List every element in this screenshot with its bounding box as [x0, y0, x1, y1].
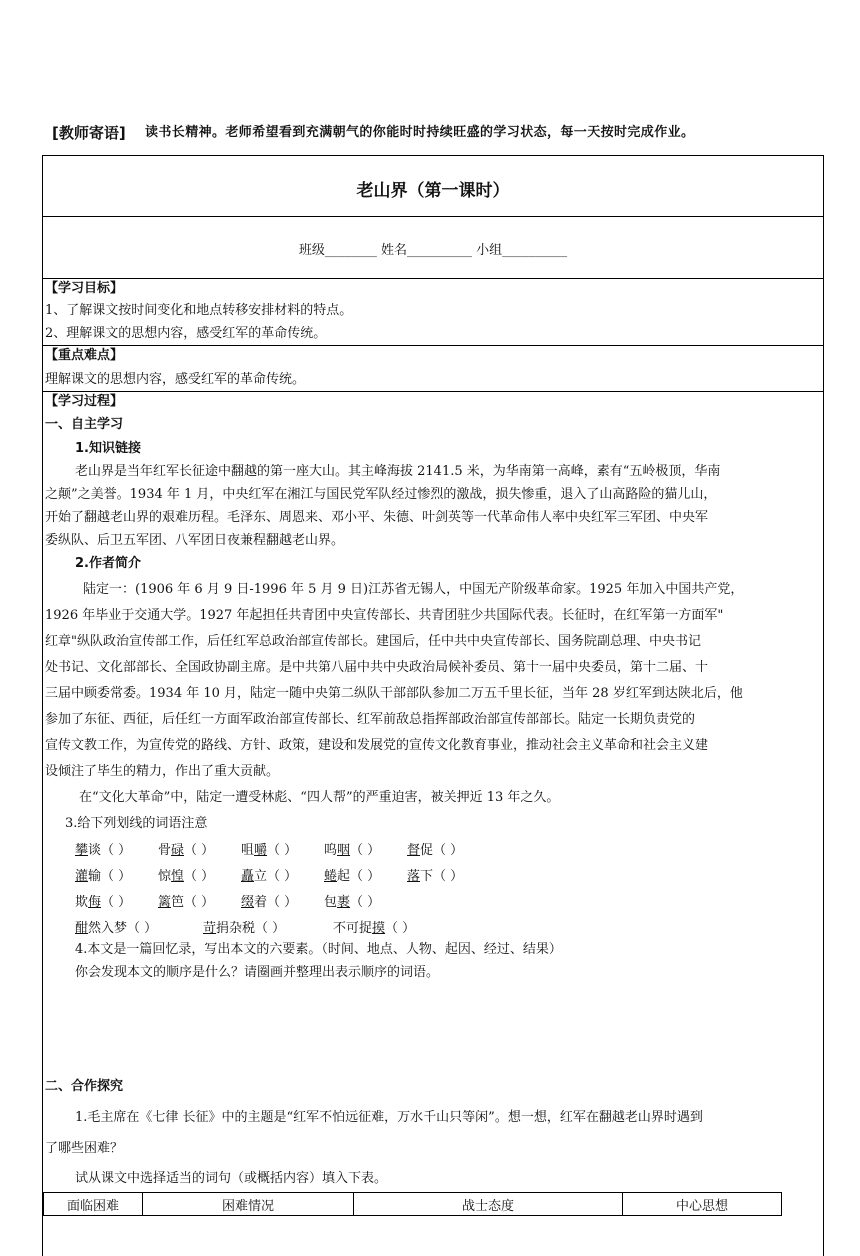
key-points-text: 理解课文的思想内容，感受红军的革命传统。 — [45, 372, 306, 387]
order-question: 你会发现本文的顺序是什么？请圈画并整理出表示顺序的词语。 — [75, 965, 440, 980]
elements-question: 4.本文是一篇回忆录，写出本文的六要素。（时间、地点、人物、起因、经过、结果） — [75, 942, 562, 957]
goals-heading: 【学习目标】 — [45, 281, 124, 296]
author-heading: 2.作者简介 — [75, 556, 141, 571]
knowledge-line: 委纵队、后卫五军团、八军团日夜兼程翻越老山界。 — [45, 533, 345, 548]
author-line: 宣传文教工作，为宣传党的路线、方针、政策，建设和发展党的宣传文化教育事业，推动社会主义革命和社会主义建 — [45, 738, 709, 753]
process-heading: 【学习过程】 — [45, 394, 124, 409]
difficulty-table — [43, 1192, 782, 1216]
vocab-item: 蜷起（ ） — [324, 869, 381, 884]
worksheet-frame — [42, 155, 824, 1256]
teacher-message-text: 读书长精神。老师希望看到充满朝气的你能时时持续旺盛的学习状态，每一天按时完成作业。 — [145, 125, 695, 140]
knowledge-line: 老山界是当年红军长征途中翻越的第一座大山。其主峰海拔 2141.5 米，为华南第一高峰，素有“五岭极顶，华南 — [75, 464, 721, 479]
author-line: 处书记、文化部部长、全国政协副主席。是中共第八届中共中央政治局候补委员、第十一届中央委员，第十二届、十 — [45, 660, 709, 675]
knowledge-line: 开始了翻越老山界的艰难历程。毛泽东、周恩来、邓小平、朱德、叶剑英等一代革命伟人率中央红军三军团、中央军 — [45, 510, 709, 525]
author-line: 1926 年毕业于交通大学。1927 年起担任共青团中央宣传部长、共青团驻少共国际代表。长征时，在红军第一方面军" — [45, 608, 724, 623]
divider — [43, 345, 823, 346]
section-heading: 一、自主学习 — [45, 417, 124, 432]
table-header-row — [44, 1193, 782, 1216]
vocab-item: 落下（ ） — [407, 869, 464, 884]
author-line: 三届中顾委常委。1934 年 10 月，陆定一随中央第二纵队干部部队参加二万五千里长征，当年 28 岁红军到达陕北后，他 — [45, 686, 743, 701]
vocab-item: 攀谈（ ） — [75, 843, 132, 858]
goal-item: 2、理解课文的思想内容，感受红军的革命传统。 — [45, 326, 327, 341]
vocab-item: 欺侮（ ） — [75, 895, 132, 910]
vocab-item: 骨碌（ ） — [158, 843, 215, 858]
table-header-cell: 中心思想 — [623, 1193, 782, 1216]
page-title: 老山界（第一课时） — [356, 181, 510, 201]
vocab-item: 不可捉摸（ ） — [333, 921, 416, 936]
vocab-item: 督促（ ） — [407, 843, 464, 858]
vocab-item: 苛捐杂税（ ） — [203, 921, 286, 936]
student-info-fields: 班级________ 姓名__________ 小组__________ — [298, 243, 568, 258]
goal-item: 1、了解课文按时间变化和地点转移安排材料的特点。 — [45, 303, 353, 318]
author-line: 参加了东征、西征，后任红一方面军政治部宣传部长、红军前敌总指挥部政治部宣传部部长。陆定一长期负责党的 — [45, 712, 696, 727]
teacher-message-tag: [教师寄语] — [52, 124, 126, 142]
vocab-item: 惊惶（ ） — [158, 869, 215, 884]
teacher-message — [52, 116, 842, 146]
divider — [43, 391, 823, 392]
coop-question-cont: 了哪些困难？ — [45, 1141, 124, 1156]
vocab-item: 矗立（ ） — [241, 869, 298, 884]
vocab-item: 酣然入梦（ ） — [75, 921, 158, 936]
vocab-item: 咀嚼（ ） — [241, 843, 298, 858]
author-line: 设倾注了毕生的精力，作出了重大贡献。 — [45, 764, 280, 779]
author-extra: 在“文化大革命”中，陆定一遭受林彪、“四人帮”的严重迫害，被关押近 13 年之久。 — [79, 790, 560, 805]
knowledge-heading: 1.知识链接 — [75, 441, 141, 456]
vocab-item: 包裹（ ） — [324, 895, 381, 910]
divider — [43, 278, 823, 279]
table-header-cell: 战士态度 — [354, 1193, 623, 1216]
author-line: 红章"纵队政治宣传部工作，后任红军总政治部宣传部长。建国后，任中共中央宣传部长、国务院副总理、中央书记 — [45, 634, 701, 649]
vocab-item: 缀着（ ） — [241, 895, 298, 910]
key-points-heading: 【重点难点】 — [45, 348, 124, 363]
vocab-heading: 3.给下列划线的词语注意 — [65, 816, 208, 831]
coop-instruction: 试从课文中选择适当的词句（或概括内容）填入下表。 — [75, 1171, 388, 1186]
coop-question: 1.毛主席在《七律 长征》中的主题是“红军不怕远征难，万水千山只等闲”。想一想，红军在翻越老山界时遇到 — [75, 1110, 703, 1125]
table-header-cell: 面临困难 — [44, 1193, 143, 1216]
divider — [43, 216, 823, 217]
section-heading: 二、合作探究 — [45, 1079, 124, 1094]
knowledge-line: 之颠”之美誉。1934 年 1 月，中央红军在湘江与国民党军队经过惨烈的激战，损失惨重，退入了山高路险的猫儿山， — [45, 487, 717, 502]
vocab-item: 呜咽（ ） — [324, 843, 381, 858]
vocab-item: 灌输（ ） — [75, 869, 132, 884]
vocab-item: 篱笆（ ） — [158, 895, 215, 910]
table-header-cell: 困难情况 — [143, 1193, 354, 1216]
author-line: 陆定一：(1906 年 6 月 9 日-1996 年 5 月 9 日)江苏省无锡人，中国无产阶级革命家。1925 年加入中国共产党， — [83, 582, 744, 597]
